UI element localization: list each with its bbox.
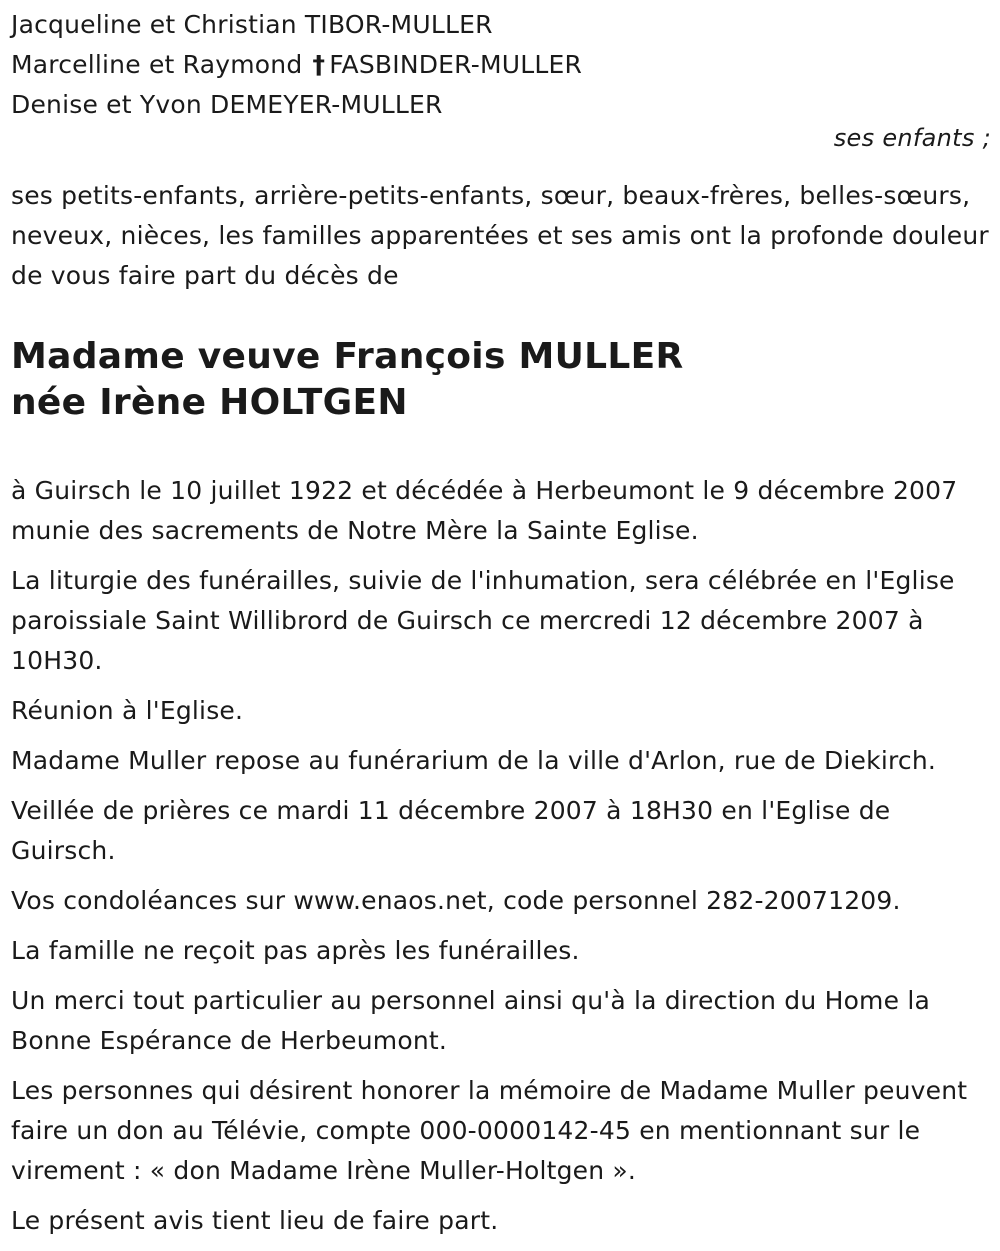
paragraph-thanks: Un merci tout particulier au personnel ainsi qu'à la direction du Home la Bonne Espérance de Herbeumont. <box>11 986 931 1055</box>
deceased-name-line-1: Madame veuve François MULLER <box>11 336 684 377</box>
paragraph-birth-death: à Guirsch le 10 juillet 1922 et décédée à Herbeumont le 9 décembre 2007 munie des sacrements de Notre Mère la Sainte Eglise. <box>11 476 958 545</box>
paragraph-closing: Le présent avis tient lieu de faire part. <box>11 1206 499 1235</box>
cross-icon: † <box>312 50 326 79</box>
death-notice <box>11 5 991 1251</box>
family-section <box>11 5 991 153</box>
paragraph-condolences: Vos condoléances sur www.enaos.net, code personnel 282-20071209. <box>11 886 901 915</box>
family-line-2-surname: FASBINDER-MULLER <box>329 50 583 79</box>
family-line-1: Jacqueline et Christian TIBOR-MULLER <box>11 10 493 39</box>
paragraph-funerarium: Madame Muller repose au funérarium de la ville d'Arlon, rue de Diekirch. <box>11 746 937 775</box>
family-line-3: Denise et Yvon DEMEYER-MULLER <box>11 90 443 119</box>
paragraph-liturgy: La liturgie des funérailles, suivie de l'inhumation, sera célébrée en l'Eglise paroissiale Saint Willibrord de Guirsch ce mercredi 12 décembre 2007 à 10H30. <box>11 566 955 675</box>
family-line-2 <box>11 45 991 85</box>
paragraph-donation: Les personnes qui désirent honorer la mémoire de Madame Muller peuvent faire un don au Télévie, compte 000-0000142-45 en mentionnant sur le virement : « don Madame Irène Muller-Holtgen ». <box>11 1076 968 1185</box>
family-line-2-names: Marcelline et Raymond <box>11 50 303 79</box>
intro-paragraph: ses petits-enfants, arrière-petits-enfants, sœur, beaux-frères, belles-sœurs, neveux, nièces, les familles apparentées et ses amis ont la profonde douleur de vous faire part du décès de <box>11 181 989 290</box>
deceased-name <box>11 334 991 426</box>
paragraph-vigil: Veillée de prières ce mardi 11 décembre 2007 à 18H30 en l'Eglise de Guirsch. <box>11 796 891 865</box>
paragraph-family-reception: La famille ne reçoit pas après les funérailles. <box>11 936 580 965</box>
paragraph-meeting: Réunion à l'Eglise. <box>11 696 244 725</box>
children-label: ses enfants ; <box>833 124 991 152</box>
notice-body <box>11 471 991 1241</box>
deceased-name-line-2: née Irène HOLTGEN <box>11 382 408 423</box>
